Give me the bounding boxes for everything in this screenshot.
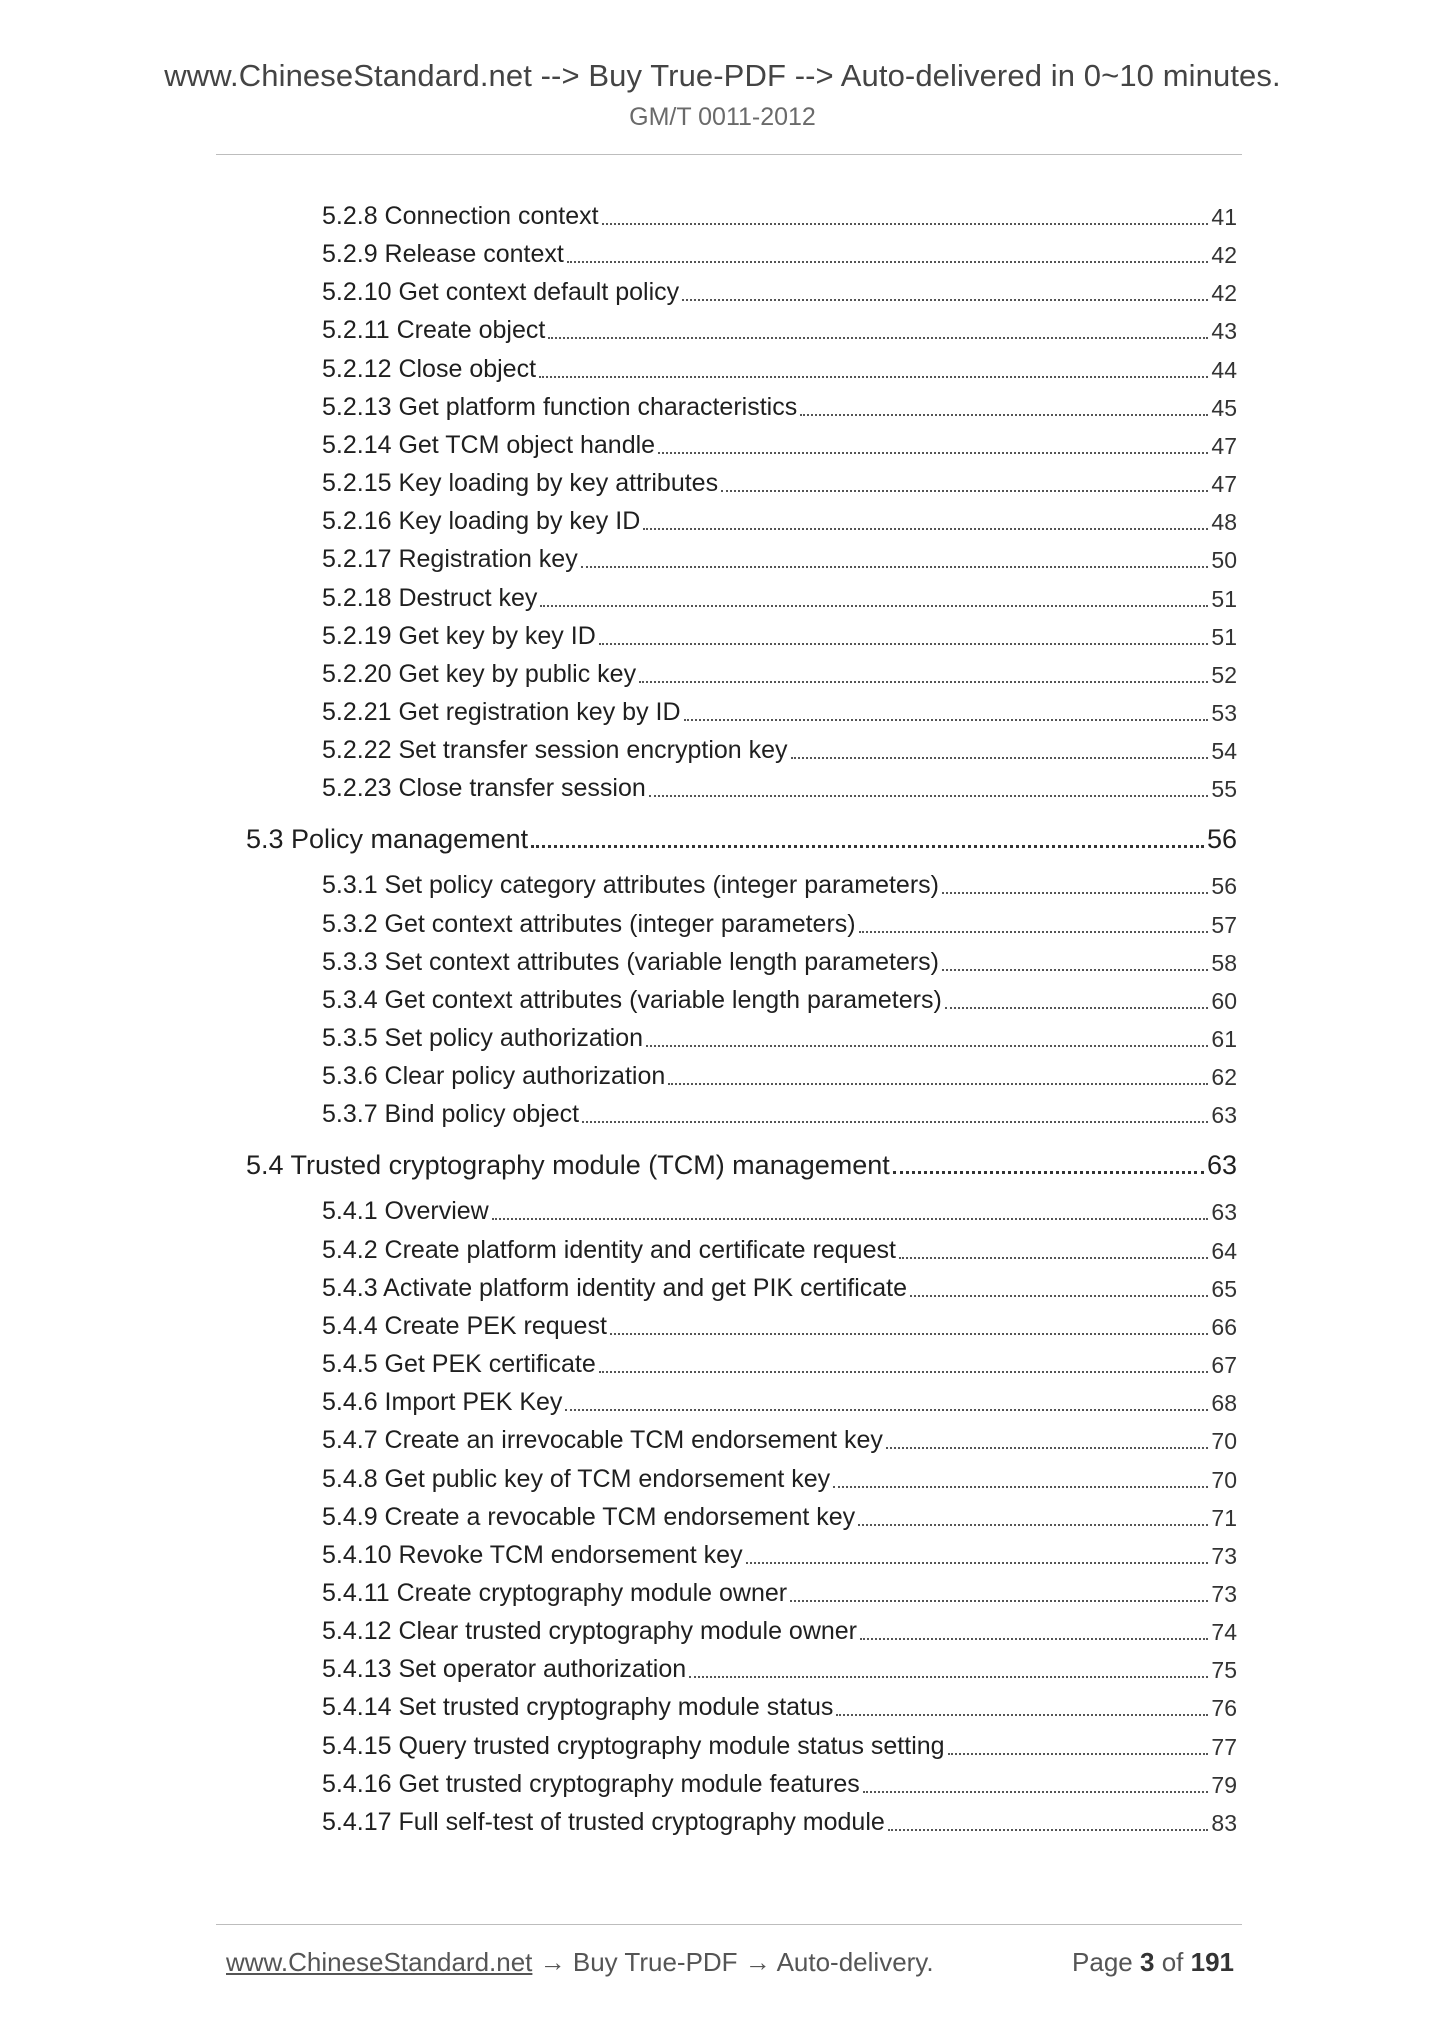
toc-entry-title: 5.4.7 Create an irrevocable TCM endorsement key: [322, 1426, 883, 1455]
toc-leader-dots: [567, 261, 1209, 263]
toc-entry[interactable]: [322, 866, 1237, 900]
toc-leader-dots: [646, 1045, 1208, 1047]
standard-number: GM/T 0011-2012: [629, 103, 816, 131]
toc-entry-page: 53: [1211, 699, 1237, 726]
toc-entry-title: 5.2.16 Key loading by key ID: [322, 507, 641, 536]
toc-entry-title: 5.4.4 Create PEK request: [322, 1311, 607, 1340]
toc-entry[interactable]: [322, 1650, 1237, 1684]
toc-leader-dots: [858, 1524, 1208, 1526]
toc-entry[interactable]: [322, 1307, 1237, 1341]
toc-entry-page: 43: [1211, 318, 1237, 345]
toc-entry[interactable]: [322, 943, 1237, 977]
toc-leader-dots: [540, 605, 1208, 607]
toc-leader-dots: [658, 452, 1208, 454]
toc-entry[interactable]: [322, 1574, 1237, 1608]
toc-leader-dots: [581, 566, 1209, 568]
toc-leader-dots: [863, 1791, 1209, 1793]
toc-leader-dots: [548, 337, 1208, 339]
toc-entry[interactable]: [322, 1803, 1237, 1837]
toc-entry-page: 56: [1206, 824, 1237, 855]
toc-entry-title: 5.3.4 Get context attributes (variable length parameters): [322, 985, 942, 1014]
toc-entry-title: 5.3 Policy management: [246, 824, 529, 855]
toc-entry-page: 47: [1211, 471, 1237, 498]
toc-entry-page: 83: [1211, 1809, 1237, 1836]
current-page: 3: [1140, 1946, 1155, 1977]
toc-entry-page: 56: [1211, 873, 1237, 900]
toc-entry-title: 5.2.10 Get context default policy: [322, 278, 680, 307]
toc-entry-page: 67: [1211, 1352, 1237, 1379]
toc-entry-page: 61: [1211, 1026, 1237, 1052]
toc-entry[interactable]: [322, 617, 1237, 651]
toc-entry-page: 68: [1211, 1390, 1237, 1417]
toc-entry-title: 5.3.1 Set policy category attributes (integer parameters): [322, 871, 939, 900]
toc-entry-page: 62: [1211, 1064, 1237, 1091]
toc-entry-title: 5.3.3 Set context attributes (variable length parameters): [322, 947, 939, 976]
toc-section-heading[interactable]: [246, 1145, 1237, 1181]
toc-leader-dots: [833, 1486, 1208, 1488]
toc-entry-title: 5.2.19 Get key by key ID: [322, 621, 596, 650]
toc-entry-page: 51: [1211, 585, 1237, 612]
footer-left: [226, 1947, 934, 1978]
toc-entry[interactable]: [322, 1498, 1237, 1532]
toc-entry[interactable]: [322, 464, 1237, 498]
toc-entry[interactable]: [322, 1460, 1237, 1494]
toc-entry-title: 5.4.14 Set trusted cryptography module status: [322, 1693, 834, 1722]
toc-entry-title: 5.4.15 Query trusted cryptography module status setting: [322, 1731, 945, 1760]
toc-leader-dots: [860, 1638, 1208, 1640]
toc-entry-title: 5.4.10 Revoke TCM endorsement key: [322, 1540, 743, 1569]
toc-leader-dots: [602, 223, 1209, 225]
toc-entry-page: 71: [1211, 1504, 1237, 1531]
toc-leader-dots: [582, 1121, 1208, 1123]
toc-entry[interactable]: [322, 769, 1237, 803]
toc-entry-title: 5.4.5 Get PEK certificate: [322, 1350, 596, 1379]
toc-entry-title: 5.4.9 Create a revocable TCM endorsement key: [322, 1502, 856, 1531]
toc-entry-title: 5.4.16 Get trusted cryptography module features: [322, 1769, 860, 1798]
toc-entry-title: 5.2.11 Create object: [322, 316, 546, 345]
footer-divider: [216, 1924, 1242, 1925]
toc-entry-page: 66: [1211, 1313, 1237, 1340]
toc-entry[interactable]: [322, 426, 1237, 460]
toc-entry-page: 76: [1211, 1695, 1237, 1722]
toc-leader-dots: [689, 1676, 1208, 1678]
toc-entry-page: 54: [1211, 738, 1237, 765]
toc-entry-title: 5.4.8 Get public key of TCM endorsement key: [322, 1464, 831, 1493]
toc-leader-dots: [721, 490, 1208, 492]
toc-leader-dots: [599, 643, 1209, 645]
toc-entry-page: 44: [1211, 356, 1237, 383]
toc-entry-page: 77: [1211, 1733, 1237, 1760]
toc-leader-dots: [643, 528, 1208, 530]
toc-entry-title: 5.4.13 Set operator authorization: [322, 1655, 687, 1684]
toc-entry-title: 5.4.6 Import PEK Key: [322, 1388, 563, 1417]
toc-entry-title: 5.4.1 Overview: [322, 1197, 489, 1226]
toc-entry[interactable]: [322, 655, 1237, 689]
toc-entry-page: 52: [1211, 661, 1237, 688]
toc-entry-page: 47: [1211, 432, 1237, 459]
toc-entry-title: 5.2.8 Connection context: [322, 202, 599, 230]
toc-entry[interactable]: [322, 1095, 1237, 1129]
toc-entry-page: 57: [1211, 911, 1237, 938]
toc-leader-dots: [531, 845, 1204, 848]
toc-leader-dots: [746, 1562, 1209, 1564]
toc-entry-title: 5.4.12 Clear trusted cryptography module owner: [322, 1617, 858, 1646]
toc-entry[interactable]: [322, 1536, 1237, 1570]
toc-entry[interactable]: [322, 1019, 1237, 1053]
toc-entry-page: 48: [1211, 509, 1237, 536]
toc-entry-page: 51: [1211, 623, 1237, 650]
toc-entry-title: 5.3.2 Get context attributes (integer parameters): [322, 909, 856, 938]
toc-entry[interactable]: [322, 197, 1237, 231]
toc-entry-page: 79: [1211, 1771, 1237, 1798]
toc-leader-dots: [599, 1371, 1209, 1373]
toc-entry[interactable]: [322, 981, 1237, 1015]
toc-entry-page: 70: [1211, 1466, 1237, 1493]
toc-leader-dots: [942, 892, 1208, 894]
toc-leader-dots: [836, 1714, 1208, 1716]
toc-leader-dots: [945, 1007, 1209, 1009]
page-number: [1072, 1947, 1234, 1978]
toc-leader-dots: [899, 1257, 1208, 1259]
toc-entry-page: 73: [1211, 1542, 1237, 1569]
toc-entry-title: 5.2.12 Close object: [322, 354, 537, 383]
toc-entry[interactable]: [322, 1345, 1237, 1379]
toc-entry-title: 5.4 Trusted cryptography module (TCM) management: [246, 1150, 890, 1181]
toc-entry[interactable]: [322, 1727, 1237, 1761]
toc-entry[interactable]: [322, 235, 1237, 269]
toc-entry[interactable]: [322, 311, 1237, 345]
toc-leader-dots: [682, 299, 1208, 301]
toc-entry[interactable]: [322, 1269, 1237, 1303]
toc-entry-page: 45: [1211, 394, 1237, 421]
toc-entry-title: 5.3.6 Clear policy authorization: [322, 1062, 666, 1091]
toc-entry-title: 5.3.7 Bind policy object: [322, 1100, 580, 1129]
toc-leader-dots: [684, 719, 1209, 721]
toc-leader-dots: [859, 931, 1209, 933]
toc-entry-page: 63: [1211, 1199, 1237, 1226]
toc-leader-dots: [886, 1447, 1208, 1449]
toc-entry[interactable]: [322, 731, 1237, 765]
toc-entry-page: 65: [1211, 1275, 1237, 1302]
toc-entry[interactable]: [322, 502, 1237, 536]
toc-leader-dots: [888, 1829, 1209, 1831]
toc-leader-dots: [948, 1753, 1209, 1755]
toc-entry[interactable]: [322, 1231, 1237, 1265]
toc-leader-dots: [942, 969, 1208, 971]
page-footer: [226, 1942, 1234, 1982]
toc-leader-dots: [668, 1083, 1208, 1085]
toc-entry-page: 63: [1206, 1150, 1237, 1181]
toc-leader-dots: [492, 1218, 1209, 1220]
toc-entry-page: 74: [1211, 1619, 1237, 1646]
toc-entry[interactable]: [322, 540, 1237, 574]
toc-entry[interactable]: [322, 1612, 1237, 1646]
toc-entry-page: 42: [1211, 280, 1237, 307]
toc-entry[interactable]: [322, 388, 1237, 422]
header-title: www.ChineseStandard.net --> Buy True-PDF --> Auto-delivered in 0~10 minutes.: [164, 58, 1281, 93]
toc-entry-title: 5.2.17 Registration key: [322, 545, 578, 574]
toc-leader-dots: [800, 414, 1208, 416]
toc-entry-title: 5.2.22 Set transfer session encryption key: [322, 736, 788, 765]
toc-leader-dots: [790, 1600, 1208, 1602]
toc-leader-dots: [893, 1171, 1204, 1174]
toc-entry[interactable]: [322, 1421, 1237, 1455]
toc-entry[interactable]: [322, 1688, 1237, 1722]
toc-entry-title: 5.2.21 Get registration key by ID: [322, 697, 681, 726]
toc-leader-dots: [791, 757, 1209, 759]
page-label: Page: [1072, 1946, 1140, 1977]
toc-entry-title: 5.2.23 Close transfer session: [322, 774, 646, 803]
toc-leader-dots: [610, 1333, 1209, 1335]
toc-entry-page: 73: [1211, 1580, 1237, 1607]
total-pages: 191: [1190, 1946, 1234, 1977]
toc-entry-page: 64: [1211, 1237, 1237, 1264]
toc-entry-page: 60: [1211, 987, 1237, 1014]
footer-website-link[interactable]: www.ChineseStandard.net: [226, 1946, 533, 1977]
toc-entry-title: 5.4.3 Activate platform identity and get PIK certificate: [322, 1273, 908, 1302]
toc-entry[interactable]: [322, 1192, 1237, 1226]
toc-entry[interactable]: [322, 579, 1237, 613]
page-of-label: of: [1154, 1946, 1191, 1977]
toc-entry[interactable]: [322, 1057, 1237, 1091]
toc-entry-page: 75: [1211, 1657, 1237, 1684]
toc-entry[interactable]: [322, 350, 1237, 384]
toc-entry[interactable]: [322, 273, 1237, 307]
toc-entry-title: 5.2.15 Key loading by key attributes: [322, 469, 719, 498]
toc-entry-title: 5.4.2 Create platform identity and certificate request: [322, 1235, 896, 1264]
toc-section-heading[interactable]: [246, 819, 1237, 855]
toc-leader-dots: [649, 795, 1209, 797]
toc-entry-page: 58: [1211, 949, 1237, 976]
toc-entry-page: 50: [1211, 547, 1237, 574]
toc-entry-title: 5.2.20 Get key by public key: [322, 659, 637, 688]
footer-tagline: → Buy True-PDF → Auto-delivery.: [532, 1946, 934, 1977]
toc-entry-page: 42: [1211, 242, 1237, 269]
toc-entry-title: 5.4.17 Full self-test of trusted cryptography module: [322, 1807, 885, 1836]
toc-entry-title: 5.2.9 Release context: [322, 240, 564, 269]
toc-entry-title: 5.3.5 Set policy authorization: [322, 1024, 644, 1052]
toc-entry[interactable]: [322, 1765, 1237, 1799]
toc-entry[interactable]: [322, 693, 1237, 727]
toc-entry-page: 41: [1211, 204, 1237, 230]
toc-leader-dots: [539, 376, 1208, 378]
toc-entry-title: 5.2.13 Get platform function characteristics: [322, 392, 798, 421]
toc-leader-dots: [910, 1295, 1208, 1297]
toc-entry-title: 5.2.14 Get TCM object handle: [322, 430, 656, 459]
toc-entry[interactable]: [322, 905, 1237, 939]
toc-entry-page: 55: [1211, 776, 1237, 803]
toc-leader-dots: [565, 1409, 1208, 1411]
toc-leader-dots: [639, 681, 1208, 683]
toc-entry-page: 70: [1211, 1428, 1237, 1455]
toc-entry-page: 63: [1211, 1102, 1237, 1129]
toc-entry-title: 5.2.18 Destruct key: [322, 583, 538, 612]
toc-entry[interactable]: [322, 1383, 1237, 1417]
toc-entry-title: 5.4.11 Create cryptography module owner: [322, 1578, 788, 1607]
